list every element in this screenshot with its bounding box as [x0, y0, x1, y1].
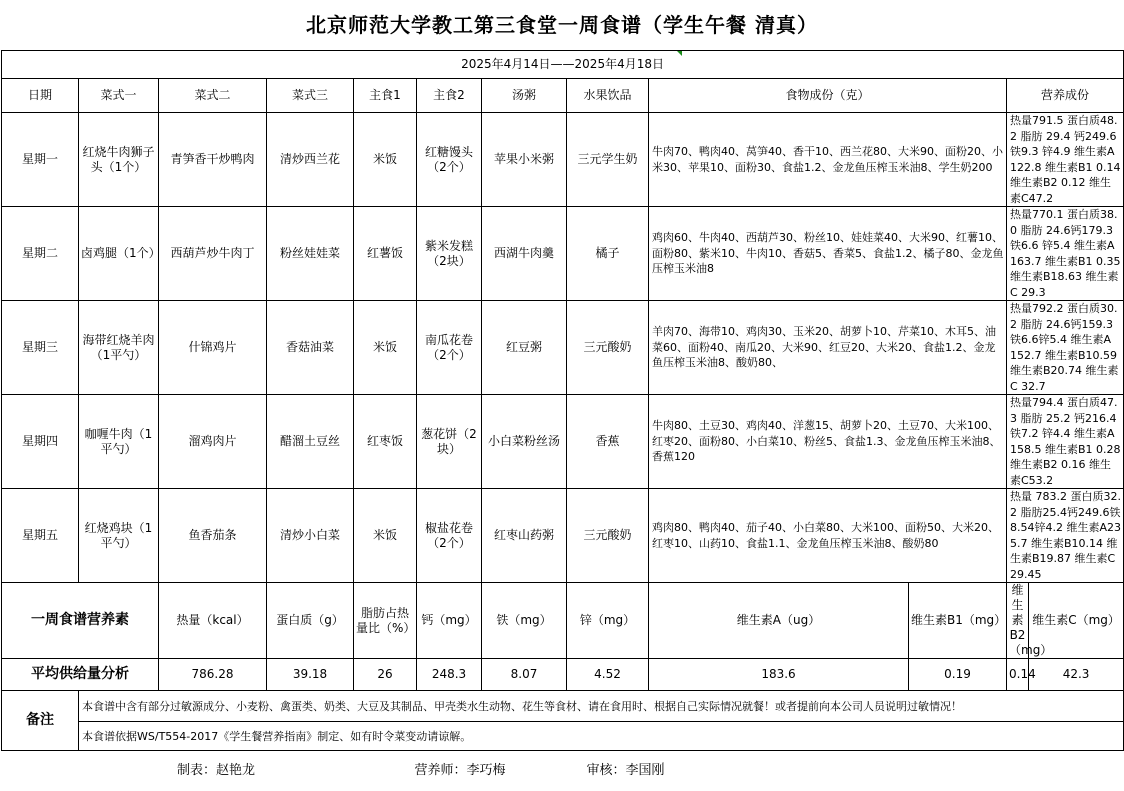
header-dish1: 菜式一 — [79, 79, 159, 113]
dish3-cell: 香菇油菜 — [267, 301, 354, 395]
menu-table — [1, 50, 1124, 791]
nutrition-cell: 热量794.4 蛋白质47.3 脂肪 25.2 钙216.4 铁7.2 锌4.4 维生素A 158.5 维生素B1 0.28 维生素B2 0.16 维生素C53.2 — [1007, 395, 1124, 489]
dish1-cell: 卤鸡腿（1个） — [79, 207, 159, 301]
date-range: 2025年4月14日——2025年4月18日 — [2, 51, 1124, 79]
soup-cell: 红豆粥 — [482, 301, 567, 395]
fruit-cell: 橘子 — [567, 207, 649, 301]
day-cell: 星期五 — [2, 489, 79, 583]
nutrient-label: 热量（kcal） — [159, 583, 267, 659]
day-cell: 星期三 — [2, 301, 79, 395]
nutrient-value: 248.3 — [417, 659, 482, 691]
nutrient-label: 维生素C（mg） — [1029, 583, 1124, 659]
notes-label: 备注 — [2, 691, 79, 751]
ingredients-cell: 羊肉70、海带10、鸡肉30、玉米20、胡萝卜10、芹菜10、木耳5、油菜60、面粉40、南瓜20、大米90、红豆20、大米20、食盐1.2、金龙鱼压榨玉米油8、酸奶80、 — [649, 301, 1007, 395]
nutrient-label: 蛋白质（g） — [267, 583, 354, 659]
nutrient-value: 4.52 — [567, 659, 649, 691]
dish3-cell: 醋溜土豆丝 — [267, 395, 354, 489]
dietitian-label: 营养师：李巧梅 — [414, 763, 506, 779]
dish2-cell: 什锦鸡片 — [159, 301, 267, 395]
header-dish2: 菜式二 — [159, 79, 267, 113]
dish3-cell: 清炒小白菜 — [267, 489, 354, 583]
ingredients-cell: 牛肉70、鸭肉40、莴笋40、香干10、西兰花80、大米90、面粉20、小米30、苹果10、面粉30、食盐1.2、金龙鱼压榨玉米油8、学生奶200 — [649, 113, 1007, 207]
fruit-cell: 三元酸奶 — [567, 489, 649, 583]
nutrient-value: 786.28 — [159, 659, 267, 691]
table-row — [2, 489, 1124, 583]
nutrient-value-row — [2, 659, 1124, 691]
staple1-cell: 米饭 — [354, 489, 417, 583]
header-date: 日期 — [2, 79, 79, 113]
dish2-cell: 青笋香干炒鸭肉 — [159, 113, 267, 207]
staple2-cell: 红糖馒头（2个） — [417, 113, 482, 207]
staple1-cell: 米饭 — [354, 113, 417, 207]
day-cell: 星期四 — [2, 395, 79, 489]
page-title: 北京师范大学教工第三食堂一周食谱（学生午餐 清真） — [306, 13, 818, 37]
nutrient-label: 维生素A（ug） — [649, 583, 909, 659]
ingredients-cell: 鸡肉80、鸭肉40、茄子40、小白菜80、大米100、面粉50、大米20、红枣10、山药10、食盐1.1、金龙鱼压榨玉米油8、酸奶80 — [649, 489, 1007, 583]
dish2-cell: 溜鸡肉片 — [159, 395, 267, 489]
staple2-cell: 椒盐花卷（2个） — [417, 489, 482, 583]
nutrient-label-row — [2, 583, 1124, 659]
nutrition-cell: 热量770.1 蛋白质38.0 脂肪 24.6钙179.3 铁6.6 锌5.4 维生素A 163.7 维生素B1 0.35 维生素B18.63 维生素C 29.3 — [1007, 207, 1124, 301]
staple1-cell: 红薯饭 — [354, 207, 417, 301]
date-row — [2, 51, 1124, 79]
dish1-cell: 红烧牛肉狮子头（1个） — [79, 113, 159, 207]
footer-row — [2, 751, 1124, 791]
ingredients-cell: 牛肉80、土豆30、鸡肉40、洋葱15、胡萝卜20、土豆70、大米100、红枣20、面粉80、小白菜10、粉丝5、食盐1.3、金龙鱼压榨玉米油8、香蕉120 — [649, 395, 1007, 489]
table-row — [2, 301, 1124, 395]
staple2-cell: 南瓜花卷（2个） — [417, 301, 482, 395]
nutrient-value: 42.3 — [1029, 659, 1124, 691]
staple2-cell: 葱花饼（2块） — [417, 395, 482, 489]
fruit-cell: 三元酸奶 — [567, 301, 649, 395]
header-soup: 汤粥 — [482, 79, 567, 113]
day-cell: 星期二 — [2, 207, 79, 301]
nutrient-label: 脂肪占热量比（%） — [354, 583, 417, 659]
staple1-cell: 红枣饭 — [354, 395, 417, 489]
standard-note: 本食谱依据WS/T554-2017《学生餐营养指南》制定、如有时令菜变动请谅解。 — [79, 722, 1124, 751]
soup-cell: 苹果小米粥 — [482, 113, 567, 207]
table-row — [2, 207, 1124, 301]
dish3-cell: 清炒西兰花 — [267, 113, 354, 207]
dish1-cell: 红烧鸡块（1平勺） — [79, 489, 159, 583]
table-row — [2, 113, 1124, 207]
fruit-cell: 三元学生奶 — [567, 113, 649, 207]
header-dish3: 菜式三 — [267, 79, 354, 113]
dish1-cell: 海带红烧羊肉（1平勺） — [79, 301, 159, 395]
nutrient-label: 钙（mg） — [417, 583, 482, 659]
nutrient-label: 维生素B2（mg） — [1007, 583, 1029, 659]
reviewer-label: 审核：李国刚 — [586, 763, 665, 779]
header-staple1: 主食1 — [354, 79, 417, 113]
nutrient-value: 0.19 — [909, 659, 1007, 691]
average-supply-label: 平均供给量分析 — [2, 659, 159, 691]
allergen-note: 本食谱中含有部分过敏源成分、小麦粉、禽蛋类、奶类、大豆及其制品、甲壳类水生动物、花生等食材、请在食用时、根据自己实际情况就餐！或者提前向本公司人员说明过敏情况！ — [79, 691, 1124, 722]
nutrient-value: 183.6 — [649, 659, 909, 691]
dish3-cell: 粉丝娃娃菜 — [267, 207, 354, 301]
header-ingredients: 食物成份（克） — [649, 79, 1007, 113]
maker-label: 制表：赵艳龙 — [176, 763, 255, 779]
dish2-cell: 西葫芦炒牛肉丁 — [159, 207, 267, 301]
staple2-cell: 紫米发糕（2块） — [417, 207, 482, 301]
dish1-cell: 咖喱牛肉（1平勺） — [79, 395, 159, 489]
dish2-cell: 鱼香茄条 — [159, 489, 267, 583]
nutrient-label: 维生素B1（mg） — [909, 583, 1007, 659]
nutrition-cell: 热量 783.2 蛋白质32.2 脂肪25.4钙249.6铁8.54锌4.2 维生素A235.7 维生素B10.14 维生素B19.87 维生素C29.45 — [1007, 489, 1124, 583]
header-nutrition: 营养成份 — [1007, 79, 1124, 113]
notes-row — [2, 722, 1124, 751]
fruit-cell: 香蕉 — [567, 395, 649, 489]
soup-cell: 西湖牛肉羹 — [482, 207, 567, 301]
day-cell: 星期一 — [2, 113, 79, 207]
header-row — [2, 79, 1124, 113]
notes-row — [2, 691, 1124, 722]
nutrient-value: 8.07 — [482, 659, 567, 691]
nutrient-value: 26 — [354, 659, 417, 691]
table-row — [2, 395, 1124, 489]
nutrient-value: 0.14 — [1007, 659, 1029, 691]
nutrient-value: 39.18 — [267, 659, 354, 691]
soup-cell: 红枣山药粥 — [482, 489, 567, 583]
nutrition-cell: 热量791.5 蛋白质48.2 脂肪 29.4 钙249.6 铁9.3 锌4.9 维生素A 122.8 维生素B1 0.14 维生素B2 0.12 维生素C47.2 — [1007, 113, 1124, 207]
weekly-nutrients-label: 一周食谱营养素 — [2, 583, 159, 659]
header-staple2: 主食2 — [417, 79, 482, 113]
ingredients-cell: 鸡肉60、牛肉40、西葫芦30、粉丝10、娃娃菜40、大米90、红薯10、面粉80、紫米10、牛肉10、香菇5、香菜5、食盐1.2、橘子80、金龙鱼压榨玉米油8 — [649, 207, 1007, 301]
nutrition-cell: 热量792.2 蛋白质30.2 脂肪 24.6钙159.3 铁6.6锌5.4 维生素A 152.7 维生素B10.59 维生素B20.74 维生素C 32.7 — [1007, 301, 1124, 395]
staple1-cell: 米饭 — [354, 301, 417, 395]
soup-cell: 小白菜粉丝汤 — [482, 395, 567, 489]
header-fruit: 水果饮品 — [567, 79, 649, 113]
nutrient-label: 锌（mg） — [567, 583, 649, 659]
nutrient-label: 铁（mg） — [482, 583, 567, 659]
